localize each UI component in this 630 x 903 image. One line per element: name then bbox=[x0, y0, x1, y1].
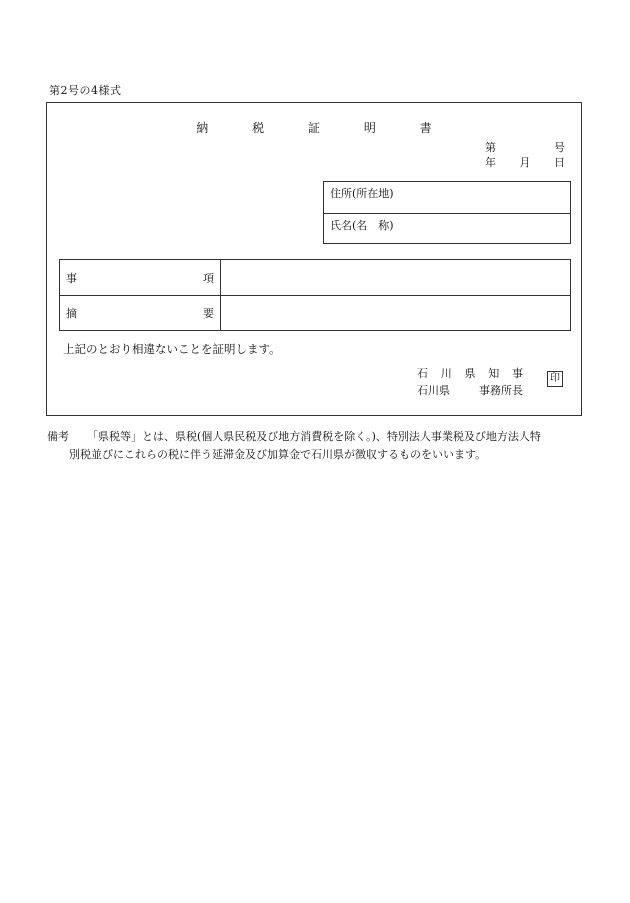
title-char: 証 bbox=[307, 121, 320, 135]
item-value-summary[interactable] bbox=[221, 296, 570, 330]
items-table bbox=[59, 259, 571, 331]
certification-statement: 上記のとおり相違ないことを証明します。 bbox=[63, 342, 281, 356]
date-day-label: 日 bbox=[554, 156, 565, 169]
item-label-summary bbox=[60, 296, 221, 330]
item-row-matter bbox=[60, 260, 570, 295]
office-director-title bbox=[417, 382, 523, 398]
document-number-line bbox=[485, 139, 565, 155]
title-char: 税 bbox=[252, 121, 265, 135]
number-suffix: 号 bbox=[554, 141, 565, 154]
remarks-text-1: 「県税等」とは、県税(個人県民税及び地方消費税を除く。)、特別法人事業税及び地方法人特 bbox=[87, 430, 541, 443]
governor-title bbox=[417, 365, 523, 381]
label-char: 要 bbox=[203, 307, 214, 320]
date-year-label: 年 bbox=[485, 156, 496, 169]
remarks-section bbox=[47, 428, 587, 464]
item-value-matter[interactable] bbox=[221, 260, 570, 295]
certificate-frame bbox=[46, 102, 582, 416]
date-month-label: 月 bbox=[519, 156, 531, 169]
title-char: 書 bbox=[419, 121, 432, 135]
date-line bbox=[485, 154, 565, 170]
signature-char: 石 bbox=[417, 367, 428, 380]
remarks-line-1 bbox=[47, 428, 587, 446]
item-label-matter bbox=[60, 260, 221, 295]
title-char: 納 bbox=[196, 121, 209, 135]
address-box bbox=[323, 181, 571, 244]
label-char: 事 bbox=[66, 271, 77, 285]
remarks-text-2: 別税並びにこれらの税に伴う延滞金及び加算金で石川県が徴収するものをいいます。 bbox=[69, 448, 487, 461]
number-prefix: 第 bbox=[485, 141, 496, 154]
name-label: 氏名(名 称) bbox=[330, 219, 394, 232]
office-suffix: 事務所長 bbox=[479, 384, 523, 397]
form-number-label: 第2号の4様式 bbox=[49, 84, 122, 97]
title-char: 明 bbox=[363, 121, 376, 135]
label-char: 項 bbox=[203, 271, 214, 285]
name-row[interactable] bbox=[324, 213, 570, 244]
address-label: 住所(所在地) bbox=[330, 187, 394, 200]
signature-char: 事 bbox=[512, 367, 523, 380]
office-prefix: 石川県 bbox=[417, 384, 450, 397]
label-char: 摘 bbox=[66, 307, 77, 320]
signature-char: 県 bbox=[464, 367, 476, 380]
remarks-label: 備考 bbox=[47, 430, 69, 443]
seal-stamp-icon: 印 bbox=[547, 371, 563, 387]
document-title bbox=[47, 119, 581, 136]
item-row-summary bbox=[60, 295, 570, 330]
signature-char: 知 bbox=[488, 367, 500, 380]
address-row[interactable] bbox=[324, 182, 570, 213]
signature-char: 川 bbox=[440, 367, 452, 380]
